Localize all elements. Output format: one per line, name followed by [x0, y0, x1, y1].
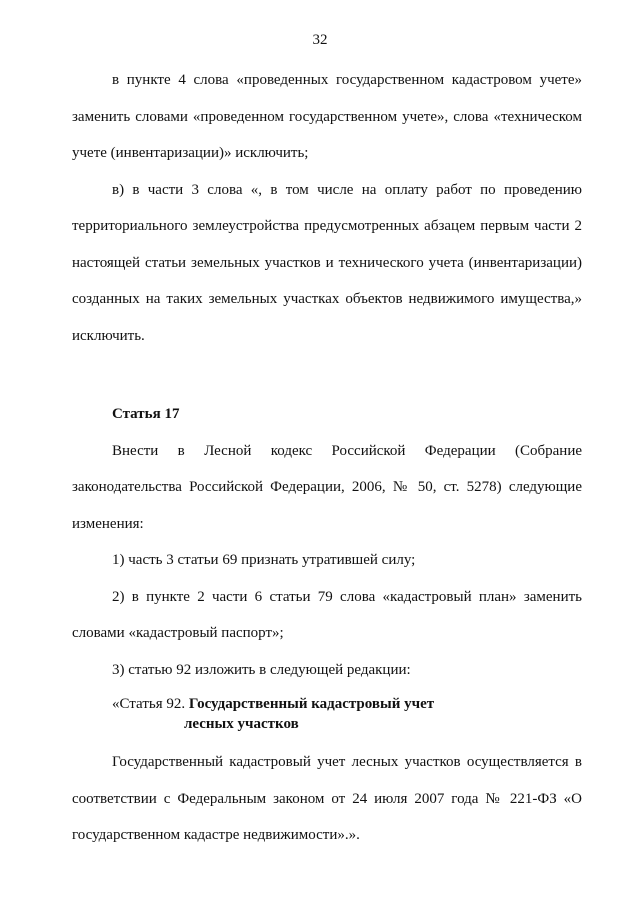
list-item: 2) в пункте 2 части 6 статьи 79 слова «кадастровый план» заменить словами «кадастровый паспорт»;: [72, 588, 582, 641]
section-spacer: [72, 354, 582, 396]
page-number: 32: [312, 32, 328, 48]
article-heading: Статья 17: [112, 406, 180, 422]
paragraph: в) в части 3 слова «, в том числе на оплату работ по проведению территориального землеустройства предусмотренных абзацем первым части 2 настоящей статьи земельных участков и технического учета (инвентаризации) созданных на таких земельных участках объектов недвижимого имущества,» исключить.: [72, 181, 582, 344]
list-item: 1) часть 3 статьи 69 признать утратившей силу;: [112, 552, 416, 568]
paragraph: Государственный кадастровый учет лесных участков осуществляется в соответствии с Федеральным законом от 24 июля 2007 года № 221-ФЗ «О государственном кадастре недвижимости».».: [72, 754, 582, 843]
document-body: [72, 62, 582, 854]
paragraph: Внести в Лесной кодекс Российской Федерации (Собрание законодательства Российской Федерации, 2006, № 50, ст. 5278) следующие изменения:: [72, 442, 582, 532]
quoted-article-title: [72, 688, 582, 744]
quoted-article-title-line1: Государственный кадастровый учет: [188, 696, 435, 712]
paragraph: в пункте 4 слова «проведенных государственном кадастровом учете» заменить словами «проведенном государственном учете», слова «техническом учете (инвентаризации)» исключить;: [72, 72, 582, 161]
quoted-article-prefix: «Статья 92.: [112, 696, 186, 712]
quoted-article-title-line2: лесных участков: [184, 716, 299, 732]
list-item: 3) статью 92 изложить в следующей редакции:: [112, 661, 411, 678]
